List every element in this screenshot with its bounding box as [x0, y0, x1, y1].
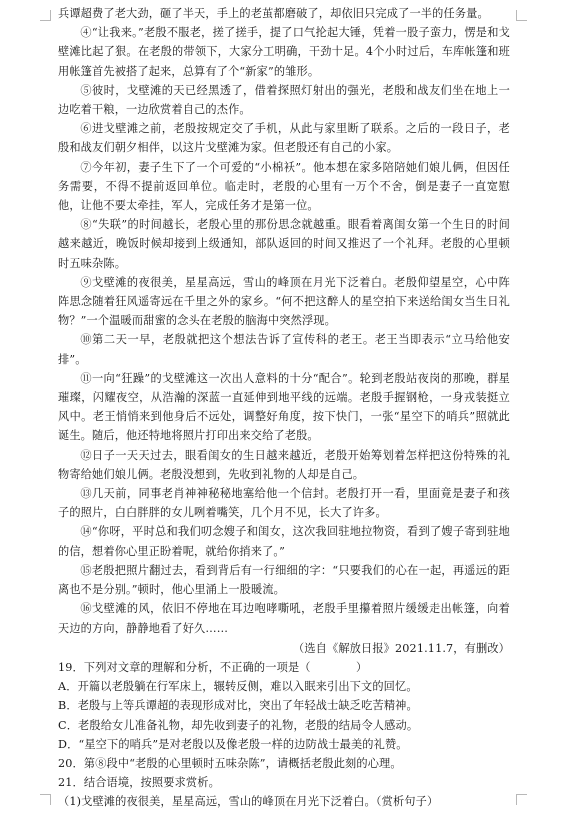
- paragraph-4: ④“让我来。”老殷不服老，搓了搓手，提了口气抡起大锤，凭着一股子蛮力，愣是和戈壁滩比起了狠。在老殷的带领下，大家分工明确，干劲十足。4个小时过后，车库帐篷和班用帐篷首先被搭了起来，总算有了个“新家”的雏形。: [58, 26, 510, 78]
- paragraph-10: ⑩第二天一早，老殷就把这个想法告诉了宣传科的老王。老王当即表示“立马给他安排”。: [58, 333, 510, 366]
- paragraph-6: ⑥进戈壁滩之前，老殷按规定交了手机，从此与家里断了联系。之后的一段日子，老殷和战友们朝夕相伴，以这片戈壁滩为家。但老殷还有自己的小家。: [58, 122, 510, 155]
- question-20: 20．第⑧段中“老殷的心里顿时五味杂陈”，请概括老殷此刻的心理。: [58, 756, 402, 770]
- paragraph-13: ⑬几天前，同事老肖神神秘秘地塞给他一个信封。老殷打开一看，里面竟是妻子和孩子的照片，白白胖胖的女儿咧着嘴笑，几个月不见，长大了许多。: [58, 487, 510, 520]
- paragraph-3-continued: 兵谭超费了老大劲，砸了半天，手上的老茧都磨破了，却依旧只完成了一半的任务量。: [58, 7, 489, 20]
- paragraph-8: ⑧“失联”的时间越长，老殷心里的那份思念就越重。眼看着离闺女第一个生日的时间越来越近，晚饭时候却接到上级通知，部队返回的时间又推迟了一个礼拜。老殷的心里顿时五味杂陈。: [58, 218, 510, 270]
- crop-mark-bottom-left: [40, 794, 51, 805]
- question-19-option-a: A．开篇以老殷躺在行军床上，辗转反侧，难以入眠来引出下文的回忆。: [58, 680, 418, 694]
- crop-mark-top-right: [516, 10, 527, 21]
- article-body: [58, 4, 510, 812]
- article-source: （选自《解放日报》2021.11.7，有删改）: [292, 641, 510, 655]
- paragraph-14: ⑭“你呀，平时总和我们叨念嫂子和闺女，这次我回驻地拉物资，看到了嫂子寄到驻地的信，想着你心里正盼着呢，就给你捎来了。”: [58, 525, 510, 558]
- paragraph-12: ⑫日子一天天过去，眼看闺女的生日越来越近，老殷开始筹划着怎样把这份特殊的礼物寄给她们娘儿俩。老殷没想到，先收到礼物的人却是自己。: [58, 448, 510, 481]
- question-21: 21．结合语境，按照要求赏析。: [58, 776, 220, 790]
- paragraph-11: ⑪一向“狂躁”的戈壁滩这一次出人意料的十分“配合”。轮到老殷站夜岗的那晚，群星璀璨，闪耀夜空，从浩瀚的深蓝一直延伸到地平线的远端。老殷手握钢枪，一身戎装挺立风中。老王悄悄来到他身后不远处，调整好角度，按下快门，一张“星空下的哨兵”照就此诞生。随后，他还特地将照片打印出来交给了老殷。: [58, 371, 510, 443]
- question-19-option-b: B．老殷与上等兵谭超的表现形成对比，突出了年轻战士缺乏吃苦精神。: [58, 699, 418, 713]
- question-19: 19．下列对文章的理解和分析，不正确的一项是（ ）: [58, 660, 368, 674]
- paragraph-16: ⑯戈壁滩的风，依旧不停地在耳边咆哮嘶吼，老殷手里攥着照片缓缓走出帐篷，向着天边的方向，静静地看了好久……: [58, 602, 510, 635]
- question-21-part-1: （1)戈壁滩的夜很美，星星高远，雪山的峰顶在月光下泛着白。（赏析句子）: [58, 795, 439, 809]
- paragraph-15: ⑮老殷把照片翻过去，看到背后有一行细细的字：“只要我们的心在一起，再遥远的距离也不是分别。”顿时，他心里涌上一股暖流。: [58, 563, 510, 597]
- crop-mark-top-left: [40, 10, 51, 21]
- crop-mark-bottom-right: [516, 794, 527, 805]
- paragraph-9: ⑨戈壁滩的夜很美，星星高远，雪山的峰顶在月光下泛着白。老殷仰望星空，心中阵阵思念随着狂风遥寄远在千里之外的家乡。“何不把这醉人的星空拍下来送给闺女当生日礼物？”一个温暖而甜蜜的念头在老殷的脑海中突然浮现。: [58, 275, 510, 328]
- question-19-option-c: C．老殷给女儿准备礼物，却先收到妻子的礼物，老殷的结局令人感动。: [58, 718, 419, 732]
- paragraph-7: ⑦今年初，妻子生下了一个可爱的“小棉袄”。他本想在家多陪陪她们娘儿俩，但因任务需要，不得不提前返回单位。临走时，老殷的心里有一万个不舍，倒是妻子一直宽慰他，让他不要太牵挂，军人，完成任务才是第一位。: [58, 160, 510, 213]
- paragraph-5: ⑤彼时，戈壁滩的天已经黑透了，借着探照灯射出的强光，老殷和战友们坐在地上一边吃着干粮，一边欣赏着自己的杰作。: [58, 83, 510, 117]
- question-19-option-d: D．“星空下的哨兵”是对老殷以及像老殷一样的边防战士最美的礼赞。: [58, 737, 408, 751]
